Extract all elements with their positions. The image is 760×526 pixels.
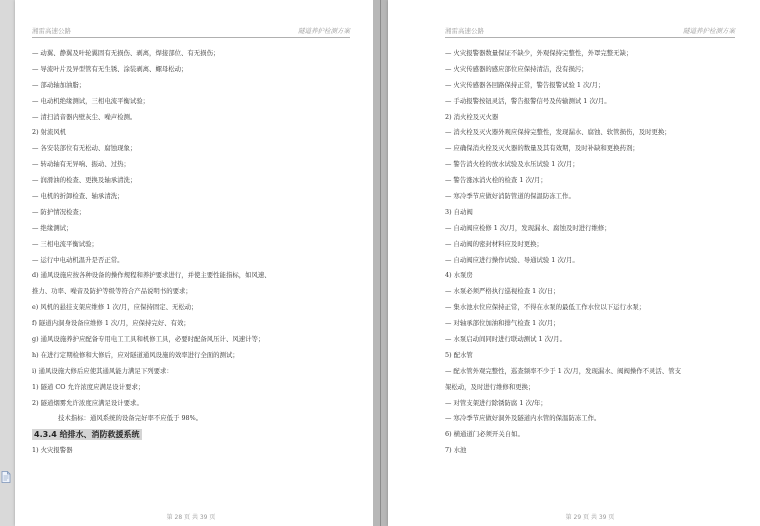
- text-line: f) 隧道内洞身设备应维修 1 次/月，应保持完好、有效；: [32, 319, 190, 328]
- text-line: — 三相电流平衡试验；: [32, 239, 98, 248]
- text-line: 2) 隧道烟雾允许浓度应满足设计要求。: [32, 398, 143, 407]
- text-line: — 火灾传感器各回路保持正常，警告报警试验 1 次/月；: [445, 80, 605, 89]
- document-page-left: [15, 0, 373, 526]
- text-line: 2) 射流风机: [32, 128, 67, 137]
- text-line: — 部动轴加油脂；: [32, 80, 86, 89]
- text-line: d) 通风设施应按各种设备的操作规程和养护要求进行，并使主要性能指标，如风速、: [32, 271, 271, 280]
- text-line: — 手动报警按钮灵活，警告报警信号及传输测试 1 次/月。: [445, 96, 611, 105]
- document-page-right: [388, 0, 760, 526]
- text-line: 1) 火灾报警器: [32, 446, 73, 455]
- text-line: — 电动机绝缘测试，三相电流平衡试验；: [32, 96, 150, 105]
- header-left-title: 湘雷高速公路: [32, 27, 71, 35]
- text-line: — 寒冷季节应做好洞外及隧道内水管的保温防冻工作。: [445, 414, 601, 423]
- page-body: [32, 46, 357, 459]
- text-line: 1) 隧道 CO 允许浓度应满足设计要求；: [32, 382, 145, 391]
- text-line: 技术指标：通风系统的设备完好率不应低于 98%。: [58, 414, 203, 423]
- text-line: — 各安装部位有无松动、腐蚀现象；: [32, 144, 137, 153]
- text-line: g) 通风设施养护应配备专用电工工具和机修工具，必要时配备风压计、风速计等；: [32, 335, 265, 344]
- text-line: h) 在进行定期检修和大修后，应对隧道通风设施的效率进行全面的测试；: [32, 350, 239, 359]
- text-line: — 对轴承部位加油和排气检查 1 次/月；: [445, 319, 560, 328]
- text-line: i) 通风设施大修后应使其通风能力满足下列要求：: [32, 366, 173, 375]
- text-line: — 运行中电动机温升是否正常。: [32, 255, 124, 264]
- text-line: 推力、功率、噪音及防护等级等符合产品说明书的要求；: [32, 287, 192, 296]
- text-line: 5) 配水管: [445, 350, 473, 359]
- text-line: — 警告消火栓的放水试验及水压试验 1 次/月；: [445, 160, 579, 169]
- page-footer: 第 28 页 共 39 页: [166, 514, 216, 521]
- header-left-title: 湘雷高速公路: [445, 27, 484, 35]
- document-icon[interactable]: [1, 468, 11, 480]
- text-line: 架松动，及时进行维修和更换；: [445, 382, 535, 391]
- page-gutter: [373, 0, 388, 526]
- text-line: — 水泵启动间同时进行联动测试 1 次/月。: [445, 335, 566, 344]
- text-line: — 动翼、静翼及叶轮翼固有无损伤、剥离，焊接部位、有无损伤；: [32, 49, 220, 57]
- text-line: — 导流叶片及异型管有无生锈、涂装剥离、螺母松动；: [32, 64, 188, 73]
- text-line: 6) 横通道门必须开关自如。: [445, 430, 524, 439]
- text-line: — 防护情况检查；: [32, 207, 86, 216]
- text-line: — 自动阀应进行操作试验、导通试验 1 次/月。: [445, 255, 579, 264]
- section-heading: [32, 427, 357, 443]
- text-line: — 配水管外观完整性，巡查频率不少于 1 次/月，发现漏水、阀阀操作不灵活、管支: [445, 366, 681, 375]
- text-line: — 消火栓及灭火器外观应保持完整性，发现漏水、腐蚀、软管损伤，及时更换；: [445, 128, 671, 137]
- text-line: — 警告涨冰消火栓的检查 1 次/月；: [445, 176, 547, 185]
- text-line: — 绝缘测试；: [32, 223, 73, 232]
- header-right-title: 隧道养护检测方案: [298, 27, 350, 35]
- text-line: 3) 自动阀: [445, 207, 473, 216]
- page-body: [445, 46, 745, 459]
- header-right-title: 隧道养护检测方案: [683, 27, 735, 35]
- text-line: — 自动阀应检修 1 次/月，发现漏水、腐蚀及时进行维修；: [445, 223, 611, 232]
- section-heading-text: 4.3.4 给排水、消防救援系统: [34, 430, 140, 440]
- text-line: — 电机的折卸检查、轴承清洗；: [32, 192, 124, 201]
- text-line: 2) 消火栓及灭火器: [445, 112, 499, 121]
- text-line: — 自动阀的密封材料应及时更换；: [445, 239, 543, 248]
- text-line: — 对管支架进行除锈防腐 1 次/年；: [445, 398, 547, 407]
- text-line: — 集水池水位应保持正常，不得在水泵的最低工作水位以下运行水泵；: [445, 303, 646, 312]
- text-line: 7) 水池: [445, 446, 467, 455]
- text-line: — 转动轴有无异响、振动、过热；: [32, 160, 130, 169]
- text-line: — 水泵必须严格执行巡视检查 1 次/日；: [445, 287, 560, 296]
- text-line: — 清扫消音器内壁灰尘、噪声检测。: [32, 112, 137, 121]
- page-header: [445, 26, 735, 38]
- text-line: — 应确保消火栓及灭火器的数量及其有效期，及时补缺和更换药剂；: [445, 144, 639, 153]
- text-line: — 润滑油的检查、更换及轴承清洗；: [32, 176, 137, 185]
- text-line: e) 风机的悬挂支架应维修 1 次/月，应保持固定、无松动；: [32, 303, 198, 312]
- page-footer: 第 29 页 共 39 页: [565, 514, 615, 521]
- text-line: 4) 水泵房: [445, 271, 473, 280]
- gutter-divider: [380, 0, 381, 526]
- text-line: — 寒冷季节应做好消防管道的保温防冻工作。: [445, 192, 575, 201]
- text-line: — 火灾传感器的感应部位应保持清洁，没有损污；: [445, 64, 588, 73]
- text-line: — 火灾报警器数量保证不缺少，外观保持完整性，外罩完整无缺；: [445, 49, 633, 57]
- page-header: [32, 26, 350, 38]
